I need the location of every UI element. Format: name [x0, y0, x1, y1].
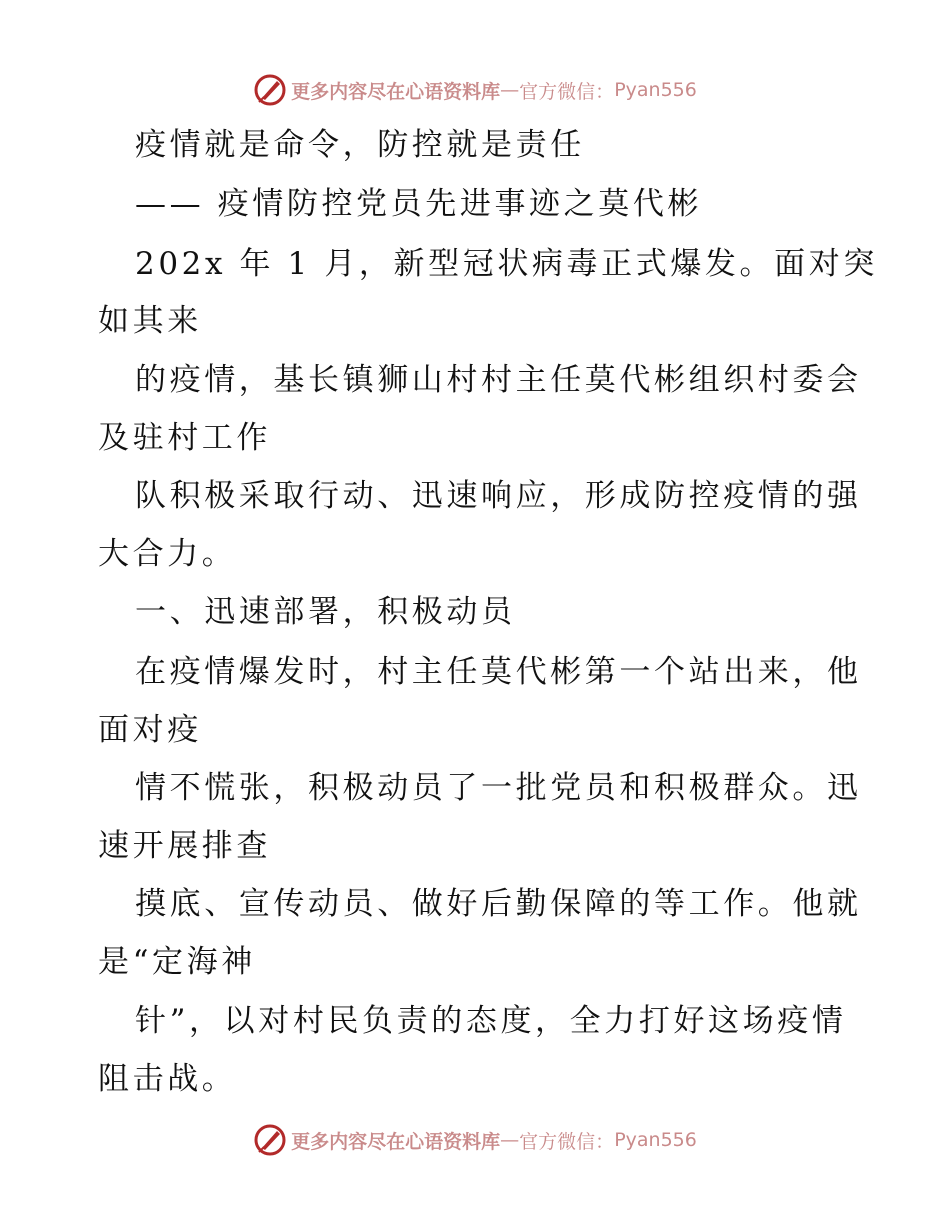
- red-quill-circle-icon: [253, 1123, 287, 1157]
- document-subtitle: —— 疫情防控党员先进事迹之莫代彬: [135, 186, 703, 222]
- section-heading: 一、迅速部署，积极动员: [135, 594, 516, 630]
- banner-dash: —: [500, 79, 520, 101]
- paragraph-line: 阻击战。: [98, 1061, 237, 1097]
- banner-dash: —: [500, 1129, 520, 1151]
- banner-wechat-id: Pyan556: [614, 1129, 697, 1151]
- paragraph-line: 速开展排查: [98, 828, 271, 864]
- paragraph-line: 的疫情，基长镇狮山村村主任莫代彬组织村委会: [135, 362, 862, 398]
- paragraph-line: 202x 年 1 月，新型冠状病毒正式爆发。面对突: [135, 246, 878, 282]
- footer-banner: [0, 1120, 950, 1160]
- paragraph-line: 情不慌张，积极动员了一批党员和积极群众。迅: [135, 770, 862, 806]
- paragraph-line: 是“定海神: [98, 944, 256, 980]
- paragraph-line: 在疫情爆发时，村主任莫代彬第一个站出来，他: [135, 654, 862, 690]
- banner-main-text: 更多内容尽在心语资料库: [291, 80, 501, 103]
- banner-wechat-label: 官方微信：: [519, 80, 615, 103]
- paragraph-line: 面对疫: [98, 712, 202, 748]
- paragraph-line: 摸底、宣传动员、做好后勤保障的等工作。他就: [135, 886, 862, 922]
- header-banner: [0, 70, 950, 110]
- paragraph-line: 大合力。: [98, 536, 237, 572]
- paragraph-line: 针”，以对村民负责的态度，全力打好这场疫情: [135, 1003, 847, 1039]
- paragraph-line: 如其来: [98, 303, 202, 339]
- document-title: 疫情就是命令，防控就是责任: [135, 127, 585, 163]
- banner-wechat-id: Pyan556: [614, 79, 697, 101]
- banner-wechat-label: 官方微信：: [519, 1130, 615, 1153]
- paragraph-line: 及驻村工作: [98, 420, 271, 456]
- paragraph-line: 队积极采取行动、迅速响应，形成防控疫情的强: [135, 478, 862, 514]
- banner-main-text: 更多内容尽在心语资料库: [291, 1130, 501, 1153]
- red-quill-circle-icon: [253, 73, 287, 107]
